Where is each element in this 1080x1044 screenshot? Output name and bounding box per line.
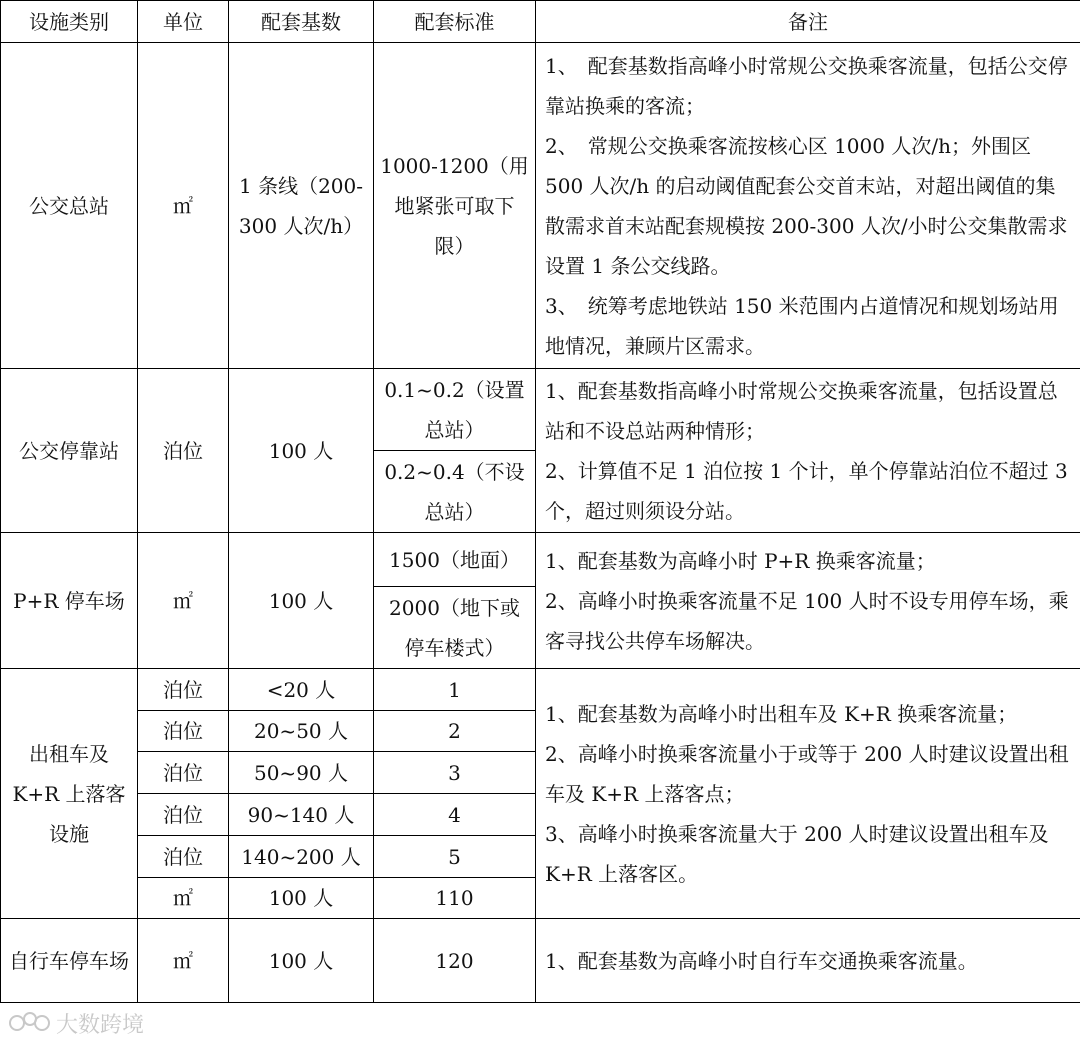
standard-cell: 2000（地下或停车楼式）: [374, 587, 536, 669]
standard-cell: 1500（地面）: [374, 533, 536, 587]
header-base: 配套基数: [229, 1, 374, 43]
table-row: [1, 669, 1080, 711]
standard-cell: 1000-1200（用地紧张可取下限）: [374, 43, 536, 369]
remark-line: 1、配套基数为高峰小时 P+R 换乘客流量；: [545, 548, 936, 573]
remarks-cell: [536, 369, 1080, 533]
base-cell: <20 人: [229, 669, 374, 711]
remark-line: 2、 常规公交换乘客流按核心区 1000 人次/h；外围区 500 人次/h 的启动阈值配套公交首末站，对超出阈值的集散需求首末站配套规模按 200-300 人次/小时公交集散需求设置 1 条公交线路。: [545, 133, 1068, 278]
standard-cell: 110: [374, 878, 536, 919]
unit-cell: 泊位: [138, 369, 229, 533]
remark-line: 2、高峰小时换乘客流量小于或等于 200 人时建议设置出租车及 K+R 上落客点；: [545, 741, 1069, 806]
category-cell: P+R 停车场: [1, 533, 138, 669]
table-row: [1, 369, 1080, 451]
standard-cell: 0.2~0.4（不设总站）: [374, 451, 536, 533]
remarks-cell: [536, 533, 1080, 669]
base-cell: 100 人: [229, 533, 374, 669]
base-cell: 100 人: [229, 878, 374, 919]
base-cell: 50~90 人: [229, 752, 374, 794]
remark-line: 1、配套基数为高峰小时自行车交通换乘客流量。: [545, 948, 978, 973]
base-cell: 20~50 人: [229, 711, 374, 752]
header-category: 设施类别: [1, 1, 138, 43]
watermark: [8, 1008, 144, 1038]
header-remarks: 备注: [536, 1, 1080, 43]
remark-line: 1、配套基数为高峰小时出租车及 K+R 换乘客流量；: [545, 701, 1018, 726]
category-cell: 自行车停车场: [1, 919, 138, 1003]
remark-line: 3、高峰小时换乘客流量大于 200 人时建议设置出租车及 K+R 上落客区。: [545, 821, 1049, 886]
remark-line: 2、计算值不足 1 泊位按 1 个计，单个停靠站泊位不超过 3 个，超过则须设分站。: [545, 458, 1068, 523]
standard-cell: 3: [374, 752, 536, 794]
unit-cell: ㎡: [138, 878, 229, 919]
category-cell: 出租车及K+R 上落客设施: [1, 669, 138, 919]
base-cell: 1 条线（200-300 人次/h）: [229, 43, 374, 369]
header-unit: 单位: [138, 1, 229, 43]
unit-cell: 泊位: [138, 836, 229, 878]
standard-cell: 120: [374, 919, 536, 1003]
remarks-cell: [536, 43, 1080, 369]
standard-cell: 1: [374, 669, 536, 711]
unit-cell: 泊位: [138, 669, 229, 711]
header-row: [1, 1, 1080, 43]
remark-line: 2、高峰小时换乘客流量不足 100 人时不设专用停车场，乘客寻找公共停车场解决。: [545, 588, 1069, 653]
watermark-text: 大数跨境: [56, 1012, 145, 1038]
base-cell: 100 人: [229, 369, 374, 533]
unit-cell: ㎡: [138, 43, 229, 369]
unit-cell: 泊位: [138, 752, 229, 794]
remark-line: 1、配套基数指高峰小时常规公交换乘客流量，包括设置总站和不设总站两种情形；: [545, 378, 1058, 443]
standard-cell: 5: [374, 836, 536, 878]
standard-cell: 2: [374, 711, 536, 752]
standard-cell: 4: [374, 794, 536, 836]
unit-cell: ㎡: [138, 533, 229, 669]
table-row: [1, 533, 1080, 587]
remark-line: 3、 统筹考虑地铁站 150 米范围内占道情况和规划场站用地情况，兼顾片区需求。: [545, 293, 1059, 358]
table-row: [1, 919, 1080, 1003]
base-cell: 140~200 人: [229, 836, 374, 878]
base-cell: 90~140 人: [229, 794, 374, 836]
remark-line: 1、 配套基数指高峰小时常规公交换乘客流量，包括公交停靠站换乘的客流；: [545, 53, 1068, 118]
header-standard: 配套标准: [374, 1, 536, 43]
unit-cell: ㎡: [138, 919, 229, 1003]
remarks-cell: [536, 919, 1080, 1003]
base-cell: 100 人: [229, 919, 374, 1003]
remarks-cell: [536, 669, 1080, 919]
standard-cell: 0.1~0.2（设置总站）: [374, 369, 536, 451]
unit-cell: 泊位: [138, 711, 229, 752]
table-row: [1, 43, 1080, 369]
category-cell: 公交停靠站: [1, 369, 138, 533]
category-cell: 公交总站: [1, 43, 138, 369]
unit-cell: 泊位: [138, 794, 229, 836]
watermark-logo-icon: [8, 1009, 52, 1037]
